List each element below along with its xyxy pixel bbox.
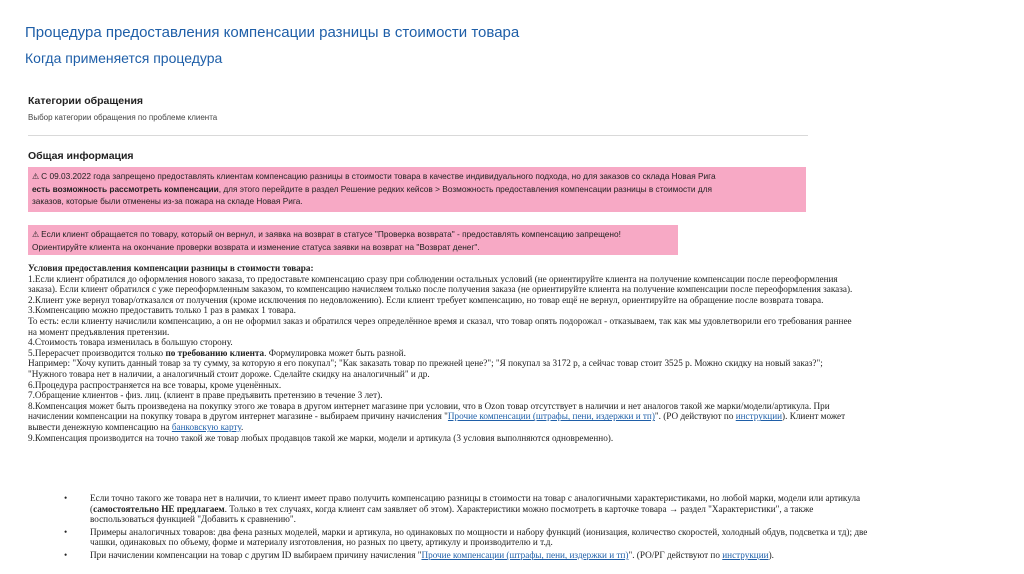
page-subtitle: Когда применяется процедура — [25, 50, 223, 66]
condition-item: То есть: если клиенту начислили компенсацию, а он не оформил заказ и обратился через определённое время и сказал, что товар опять подорожал - отказываем, так как мы удовлетворили его требования раннее — [28, 315, 852, 326]
condition-item: на момент предъявления претензии. — [28, 326, 170, 337]
alert-line — [32, 170, 802, 183]
list-item — [90, 550, 1012, 561]
condition-item: "Нужного товара нет в наличии, а аналогичный стоит дороже. Сделайте скидку на аналогичный" и др. — [28, 368, 430, 379]
other-compensations-link[interactable]: Прочие компенсации (штрафы, пени, издержки и тп) — [447, 411, 655, 422]
bullet-text: • Примеры аналогичных товаров: два фена разных моделей, марки и артикула, но одинаковых по мощности и набору функций (ионизация, количество скоростей, холодный обдув, подсветка и тд); две — [90, 526, 868, 537]
alert-line — [32, 228, 674, 241]
condition-item: 3.Компенсацию можно предоставить только 1 раз в рамках 1 товара. — [28, 305, 296, 316]
condition-item: 9.Компенсация производится на точно такой же товар любых продавцов такой же марки, модели и артикула (3 условия выполняются одновременно). — [28, 432, 614, 443]
bullet-text: При начислении компенсации на товар с другим ID выбираем причину начисления " — [90, 549, 422, 560]
general-info-heading: Общая информация — [28, 150, 134, 162]
bullet-text: ). — [768, 549, 774, 560]
condition-text: . — [241, 421, 244, 432]
condition-item: заказа). Если клиент обратился с уже переоформленным заказом, то компенсацию начисляем только после получения заказа (не ориентируйте клиента на получение компенсации после переоформления заказа). — [28, 284, 853, 295]
other-compensations-link[interactable]: Прочие компенсации (штрафы, пени, издержки и тп) — [421, 549, 629, 560]
alert-text: С 09.03.2022 года запрещено предоставлять клиентам компенсацию разницы в стоимости товара в качестве индивидуального подхода, но для заказов со склада Новая Рига — [41, 171, 716, 181]
alert-restriction — [28, 167, 806, 212]
alert-text: заказов, которые были отменены из-за пожара на складе Новая Рига. — [32, 196, 303, 206]
condition-item: 2.Клиент уже вернул товар/отказался от получения (кроме исключения по недовложению). Если клиент требует компенсацию, но товар ещё не вернул, ориентируйте на обращение после возврата товара. — [28, 294, 824, 305]
bullet-list — [90, 493, 1012, 563]
alert-bold-text: есть возможность рассмотреть компенсации — [32, 184, 219, 194]
bullet-text: . Только в тех случаях, когда клиент сам заявляет об этом). Характеристики можно посмотреть в карточке товара → раздел "Характеристики", а также — [224, 503, 814, 514]
condition-item: 1.Если клиент обратился до оформления нового заказа, то предоставьте компенсацию сразу при соблюдении остальных условий (не ориентируйте клиента на получение компенсации после переоформления — [28, 273, 838, 284]
section-divider — [28, 135, 808, 136]
condition-text: вывести денежную компенсацию на — [28, 421, 172, 432]
page-title: Процедура предоставления компенсации разницы в стоимости товара — [25, 24, 520, 41]
alert-text: , для этого перейдите в раздел Решение редких кейсов > Возможность предоставления компенсации разницы в стоимости для — [218, 184, 713, 194]
bullet-text: чашки, одинаковых по объему, форме и материалу изготовления, но разных по цвету, артикулу и производителю и т.д. — [90, 537, 553, 548]
alert-text: Если клиент обращается по товару, который он вернул, и заявка на возврат в статусе "Проверка возврата" - предоставлять компенсацию запрещено! — [41, 229, 621, 239]
condition-text: . Формулировка может быть разной. — [264, 347, 406, 358]
condition-item: Например: "Хочу купить данный товар за ту сумму, за которую я его покупал"; "Как заказать товар по прежней цене?"; "Я покупал за 3172 р, а сейчас товар стоит 3525 р. Можно скидку на новый заказ?"; — [28, 358, 823, 369]
condition-item: 4.Стоимость товара изменилась в большую сторону. — [28, 337, 233, 348]
alert-line — [32, 183, 802, 195]
instructions-link[interactable]: инструкции — [722, 549, 769, 560]
condition-item: 7.Обращение клиентов - физ. лиц. (клиент в праве предъявить претензию в течение 3 лет). — [28, 390, 383, 401]
list-item — [90, 493, 1012, 525]
categories-text: Выбор категории обращения по проблеме клиента — [28, 113, 218, 122]
bullet-text: • Если точно такого же товара нет в наличии, то клиент имеет право получить компенсацию разницы в стоимости на товар с аналогичными характеристиками, но любой марки, модели или артикула — [90, 493, 861, 503]
warning-icon: ⚠ — [32, 172, 40, 181]
condition-item: 8.Компенсация может быть произведена на покупку этого же товара в другом интернет магазине при условии, что в Ozon товар отсутствует в наличии и нет аналогов такой же марки/модели/артикула. При — [28, 400, 830, 411]
bullet-text: воспользоваться функцией "Добавить к сравнению". — [90, 514, 296, 525]
condition-item — [28, 411, 1008, 422]
alert-return-check — [28, 225, 678, 255]
condition-item — [28, 422, 1008, 433]
conditions-heading: Условия предоставления компенсации разницы в стоимости товара: — [28, 263, 314, 273]
condition-item: 6.Процедура распространяется на все товары, кроме уценённых. — [28, 379, 282, 390]
alert-text: Ориентируйте клиента на окончание проверки возврата и изменение статуса заявки на возврат на "Возврат денег". — [32, 242, 480, 252]
condition-text: начислении компенсации на покупку товара в другом интернет магазине - выбираем причину начисления " — [28, 411, 448, 422]
condition-text: 5.Перерасчет производится только — [28, 347, 166, 358]
conditions-block — [28, 263, 1008, 443]
condition-bold: по требованию клиента — [165, 347, 265, 358]
list-item — [90, 527, 1012, 548]
categories-heading: Категории обращения — [28, 95, 144, 107]
condition-text: ". (РО действуют по — [654, 411, 736, 422]
bullet-bold: самостоятельно НЕ предлагаем — [93, 503, 225, 514]
condition-text: ). Клиент может — [782, 411, 846, 422]
bank-card-link[interactable]: банковскую карту — [171, 421, 242, 432]
bullet-text: ( — [90, 503, 94, 514]
condition-item — [28, 348, 1008, 359]
bullet-text: ". (РО/РГ действуют по — [628, 549, 723, 560]
instructions-link[interactable]: инструкции — [735, 411, 783, 422]
warning-icon: ⚠ — [32, 230, 40, 239]
bullet-line — [90, 504, 1012, 515]
